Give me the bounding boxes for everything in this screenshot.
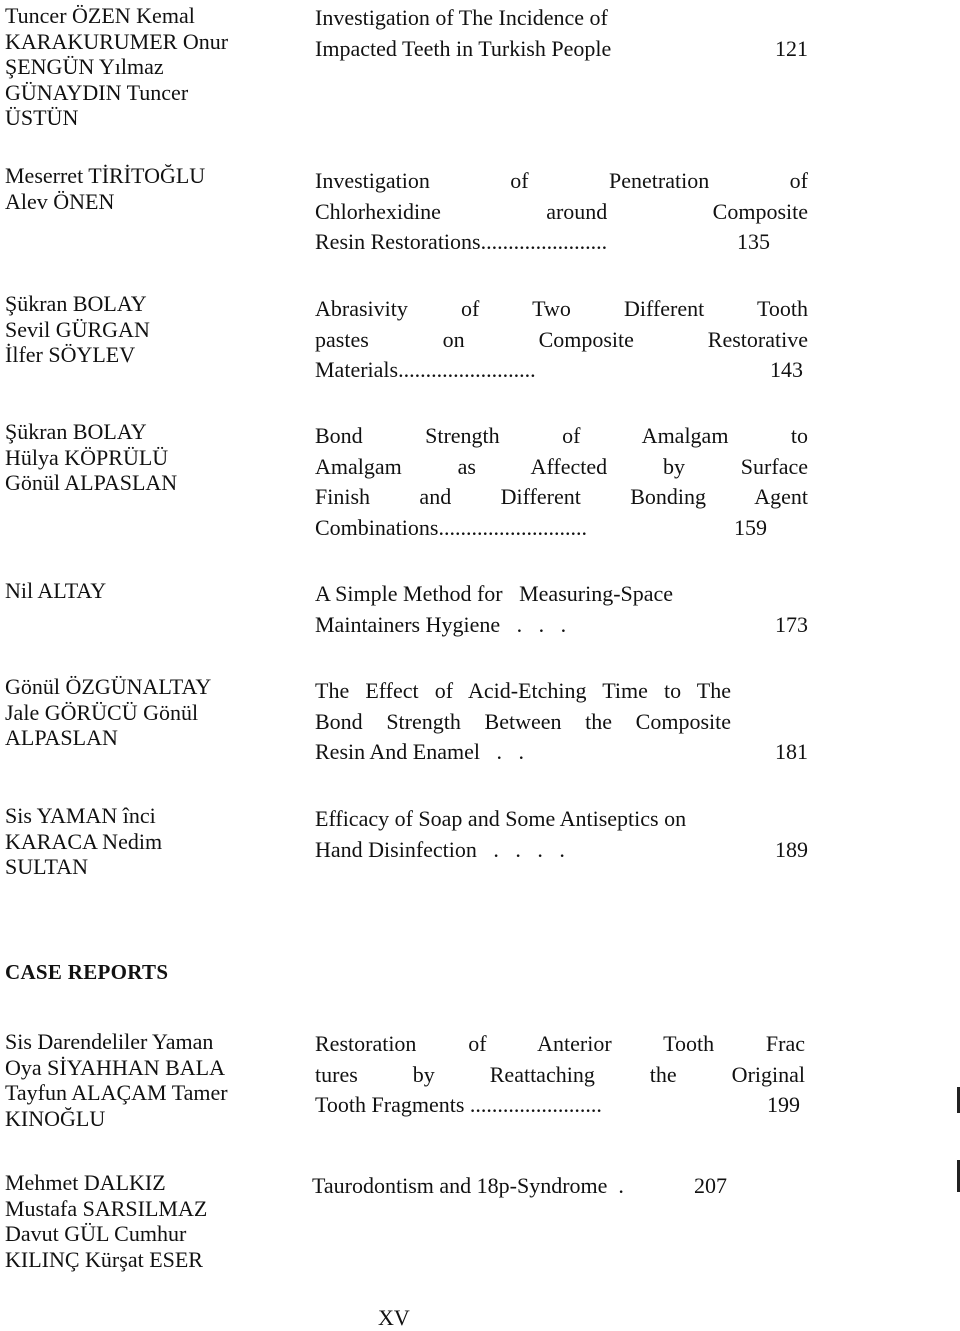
title-line: tures by Reattaching the Original [315, 1061, 805, 1087]
title-line: Investigation of The Incidence of [315, 5, 608, 30]
title-line-end: Materials......................... [315, 357, 536, 382]
entry-authors: Şükran BOLAY Sevil GÜRGAN İlfer SÖYLEV [5, 291, 150, 367]
title-line: The Effect of Acid-Etching Time to The [315, 678, 731, 703]
title-line-end: Combinations........................... [315, 514, 587, 540]
title-last-line [315, 355, 803, 386]
entry-title [315, 804, 808, 865]
page-number: 189 [775, 836, 808, 862]
entry-title [315, 294, 808, 386]
entry-title [315, 676, 808, 768]
title-line: Chlorhexidine around Composite [315, 198, 808, 224]
section-heading: CASE REPORTS [5, 960, 169, 984]
title-line: Amalgam as Affected by Surface [315, 453, 808, 479]
page-footer-number: XV [378, 1305, 410, 1330]
title-last-line [315, 835, 808, 866]
title-last-line [315, 737, 808, 768]
title-last-line [315, 227, 770, 258]
title-last-line [312, 1171, 727, 1202]
page-number: 199 [767, 1092, 800, 1117]
page-number: 207 [694, 1173, 727, 1198]
case-title [315, 1029, 805, 1121]
entry-authors: Şükran BOLAY Hülya KÖPRÜLÜ Gönül ALPASLAN [5, 419, 178, 495]
entry-title [315, 3, 808, 64]
page-number: 143 [770, 357, 803, 382]
page-number: 135 [737, 229, 770, 254]
case-title [312, 1171, 732, 1202]
entry-authors: Sis YAMAN înci KARACA Nedim SULTAN [5, 803, 163, 879]
title-line: A Simple Method for Measuring-Space [315, 581, 674, 606]
title-last-line [315, 513, 767, 544]
page-number: 173 [775, 611, 808, 637]
title-line-end: Hand Disinfection . . . . [315, 836, 565, 862]
title-line: Restoration of Anterior Tooth Frac [315, 1031, 805, 1056]
title-line-end: Resin Restorations....................... [315, 229, 608, 254]
entry-authors: Gönül ÖZGÜNALTAY Jale GÖRÜCÜ Gönül ALPASLAN [5, 674, 212, 750]
title-line-end: Tooth Fragments ........................ [315, 1092, 602, 1117]
title-line: Bond Strength of Amalgam to [315, 423, 808, 448]
title-line: Finish and Different Bonding Agent [315, 484, 808, 509]
title-line-end: Resin And Enamel . . [315, 739, 524, 764]
entry-authors: Meserret TİRİTOĞLU Alev ÖNEN [5, 163, 206, 214]
case-authors: Sis Darendeliler Yaman Oya SİYAHHAN BALA Tayfun ALAÇAM Tamer KINOĞLU [5, 1029, 228, 1131]
title-line-end: Impacted Teeth in Turkish People [315, 35, 612, 61]
title-line: Abrasivity of Two Different Tooth [315, 296, 808, 321]
title-line: Bond Strength Between the Composite [315, 708, 731, 734]
title-line: Investigation of Penetration of [315, 168, 808, 193]
page-number: 159 [734, 514, 767, 540]
entry-authors: Nil ALTAY [5, 578, 107, 603]
title-line: pastes on Composite Restorative [315, 326, 808, 352]
title-last-line [315, 1090, 800, 1121]
title-line: Efficacy of Soap and Some Antiseptics on [315, 806, 687, 831]
entry-title [315, 421, 808, 543]
title-line-end: Taurodontism and 18p-Syndrome . [312, 1173, 624, 1198]
case-authors: Mehmet DALKIZ Mustafa SARSILMAZ Davut GÜL Cumhur KILINÇ Kürşat ESER [5, 1170, 208, 1272]
entry-title [315, 166, 808, 258]
page-number: 181 [775, 739, 808, 764]
page-number: 121 [775, 35, 808, 61]
title-line-end: Maintainers Hygiene . . . [315, 611, 567, 637]
title-last-line [315, 34, 808, 65]
entry-authors: Tuncer ÖZEN Kemal KARAKURUMER Onur ŞENGÜN Yılmaz GÜNAYDIN Tuncer ÜSTÜN [5, 3, 229, 130]
entry-title [315, 579, 808, 640]
title-last-line [315, 610, 808, 641]
